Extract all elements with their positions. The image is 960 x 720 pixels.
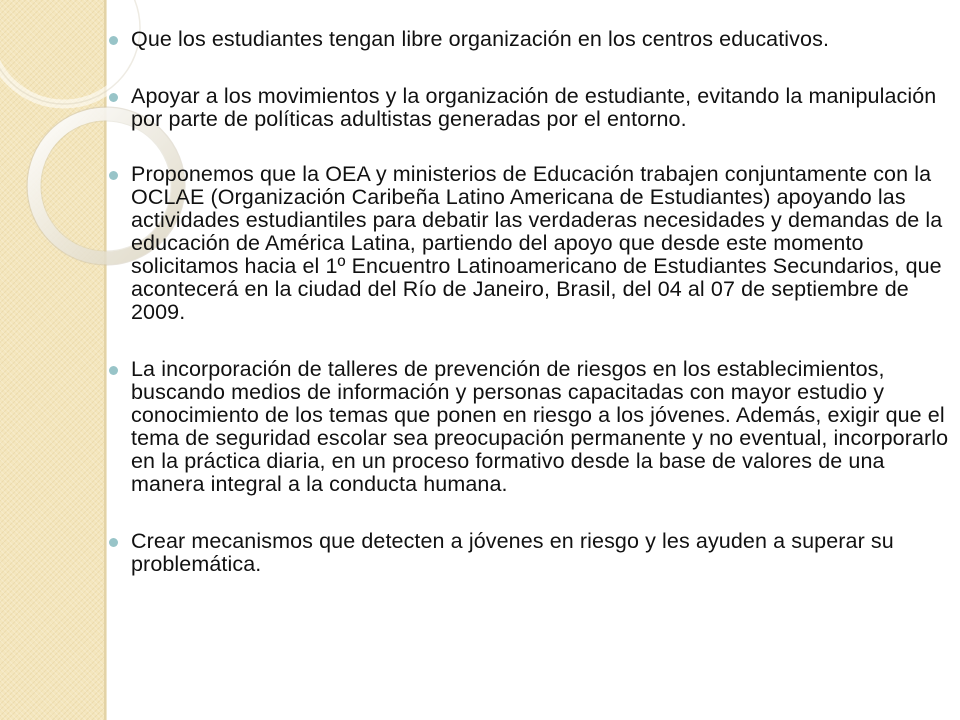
bullet-dot-icon [109, 171, 118, 180]
bullet-text: Apoyar a los movimientos y la organización de estudiante, evitando la manipulación por parte de políticas adultistas generadas por el entorno. [131, 84, 937, 131]
bullet-dot-icon [109, 538, 118, 547]
bullet-dot-icon [109, 93, 118, 102]
bullet-text: Proponemos que la OEA y ministerios de Educación trabajen conjuntamente con la OCLAE (Organización Caribeña Latino Americana de Estudiantes) apoyando las actividades estudiantiles para debatir las verdaderas necesidades y demandas de la educación de América Latina, partiendo del apoyo que desde este momento solicitamos hacia el 1º Encuentro Latinoamericano de Estudiantes Secundarios, que acontecerá en la ciudad del Río de Janeiro, Brasil, del 04 al 07 de septiembre de 2009. [131, 162, 943, 324]
bullet-dot-icon [109, 366, 118, 375]
bullet-text: La incorporación de talleres de prevención de riesgos en los establecimientos, buscando medios de información y personas capacitadas con mayor estudio y conocimiento de los temas que ponen en riesgo a los jóvenes. Además, exigir que el tema de seguridad escolar sea preocupación permanente y no eventual, incorporarlo en la práctica diaria, en un proceso formativo desde la base de valores de una manera integral a la conducta humana. [131, 357, 949, 496]
bullet-item [106, 85, 952, 131]
bullet-text: Crear mecanismos que detecten a jóvenes en riesgo y les ayuden a superar su problemática. [131, 529, 894, 576]
bullet-item [106, 530, 952, 576]
bullet-item [106, 358, 952, 496]
bullet-text: Que los estudiantes tengan libre organización en los centros educativos. [131, 27, 830, 51]
bullet-list [106, 28, 952, 576]
bullet-dot-icon [109, 36, 118, 45]
bullet-item [106, 28, 952, 51]
slide-content [106, 28, 952, 611]
bullet-item [106, 163, 952, 324]
